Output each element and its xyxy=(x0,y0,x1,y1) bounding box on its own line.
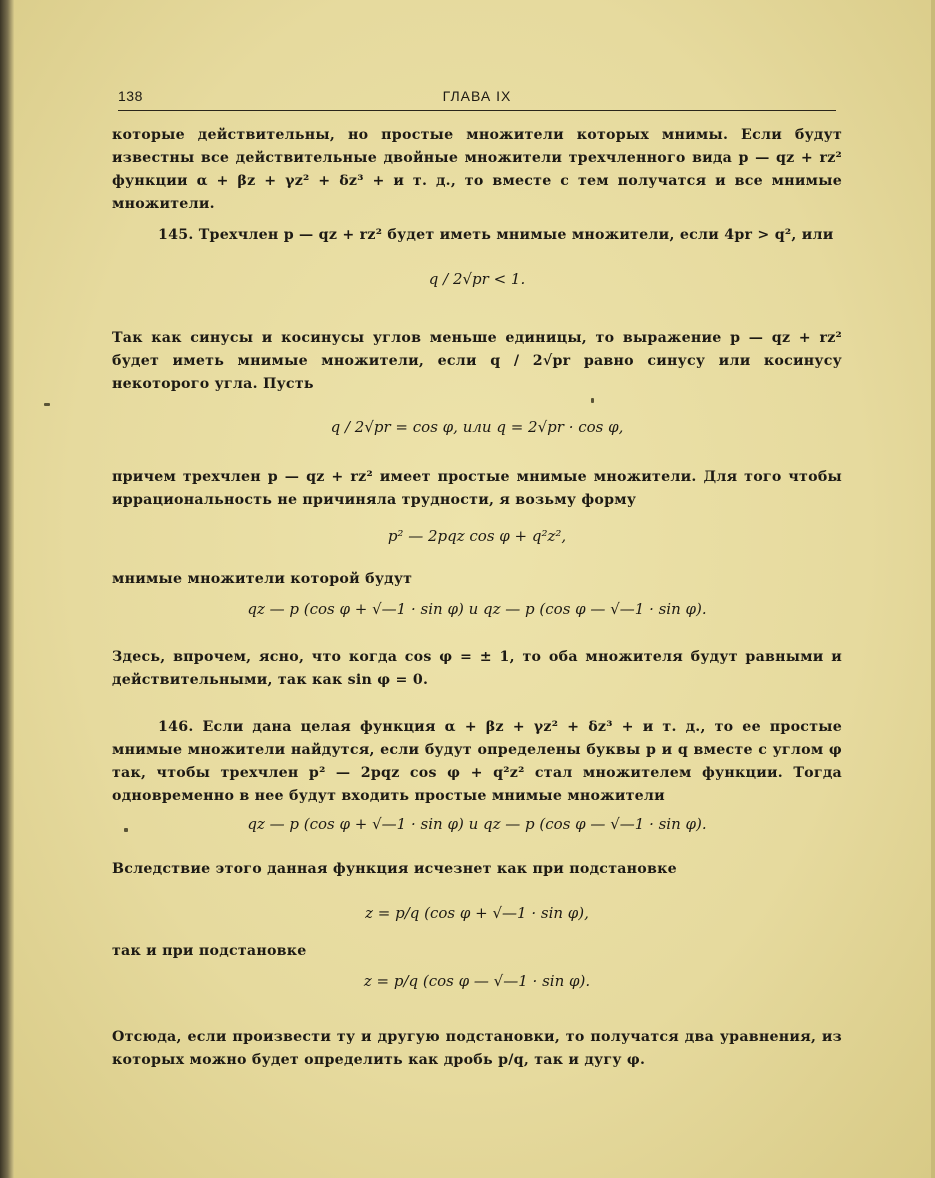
paragraph-irrationality: причем трехчлен p — qz + rz² имеет простые мнимые множители. Для того чтобы иррациональность не причиняла трудности, я возьму форму xyxy=(112,469,842,508)
running-head: ГЛАВА IX xyxy=(442,88,512,104)
formula-substitution-2: z = p/q (cos φ — √—1 · sin φ). xyxy=(363,972,591,990)
paragraph-intro: которые действительны, но простые множители которых мнимы. Если будут известны все действительные двойные множители трехчленного вида p — qz + rz² функции α + βz + γz² + δz³ + и т. д., то вместе с тем получатся и все мнимые множители. xyxy=(112,127,842,212)
paragraph-final: Отсюда, если произвести ту и другую подстановки, то получатся два уравнения, из которых можно будет определить как дробь p/q, так и дугу φ. xyxy=(112,1029,842,1068)
paragraph-145: 145. Трехчлен p — qz + rz² будет иметь мнимые множители, если 4pr > q², или xyxy=(158,227,834,243)
page-number: 138 xyxy=(118,88,143,104)
page-edge xyxy=(931,0,935,1178)
stray-mark xyxy=(44,403,50,406)
formula-factors-1: qz — p (cos φ + √—1 · sin φ) и qz — p (cos φ — √—1 · sin φ). xyxy=(247,600,707,618)
formula-substitution-1: z = p/q (cos φ + √—1 · sin φ), xyxy=(365,904,589,922)
paragraph-multipliers: мнимые множители которой будут xyxy=(112,571,413,587)
page-header xyxy=(118,86,836,111)
stray-mark xyxy=(124,828,128,832)
formula-cos-phi: q / 2√pr = cos φ, или q = 2√pr · cos φ, xyxy=(330,418,624,436)
paragraph-consequence: Вследствие этого данная функция исчезнет как при подстановке xyxy=(112,861,677,877)
paragraph-cos-unity: Здесь, впрочем, ясно, что когда cos φ = ± 1, то оба множителя будут равными и действительными, так как sin φ = 0. xyxy=(112,649,842,688)
paragraph-146: 146. Если дана целая функция α + βz + γz² + δz³ + и т. д., то ее простые мнимые множители найдутся, если будут определены буквы p и q вместе с углом φ так, чтобы трехчлен p² — 2pqz cos φ + q²z² стал множителем функции. Тогда одновременно в нее будут входить простые мнимые множители xyxy=(112,719,842,804)
formula-trinomial: p² — 2pqz cos φ + q²z², xyxy=(387,527,567,545)
paragraph-substitution: так и при подстановке xyxy=(112,943,307,959)
formula-factors-2: qz — p (cos φ + √—1 · sin φ) и qz — p (cos φ — √—1 · sin φ). xyxy=(247,815,707,833)
paragraph-sines: Так как синусы и косинусы углов меньше единицы, то выражение p — qz + rz² будет иметь мнимые множители, если q / 2√pr равно синусу или косинусу некоторого угла. Пусть xyxy=(112,330,842,392)
binding-shadow xyxy=(0,0,14,1178)
stray-mark xyxy=(591,398,594,403)
formula-inequality: q / 2√pr < 1. xyxy=(428,270,526,288)
